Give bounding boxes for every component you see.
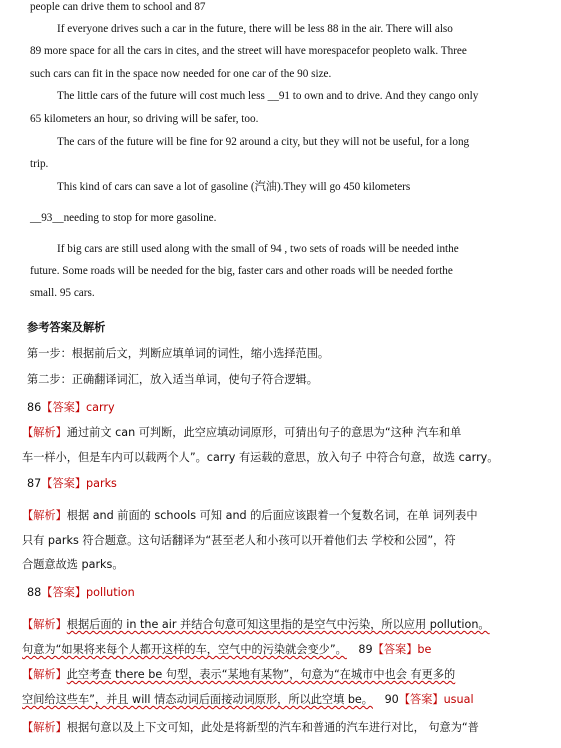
analysis-87-cont: 只有 parks 符合题意。这句话翻译为“甚至老人和小孩可以开着他们去 学校和公园”，符 [22, 534, 456, 547]
passage-line: The cars of the future will be fine for 92 around a city, but they will not be useful, for a long [57, 136, 470, 148]
passage-line: __93__needing to stop for more gasoline. [30, 212, 217, 224]
step-one: 第一步：根据前后文，判断应填单词的词性，缩小选择范围。 [27, 347, 330, 360]
analysis-87: 【解析】根据 and 前面的 schools 可知 and 的后面应该跟着一个复数名词，在单 词列表中 [22, 509, 478, 522]
answer-88: 88【答案】pollution [27, 586, 135, 599]
passage-line: people can drive them to school and 87 [30, 1, 206, 13]
analysis-88: 【解析】根据后面的 in the air 并结合句意可知这里指的是空气中污染，所以应用 pollution。 [22, 618, 490, 631]
passage-line: 89 more space for all the cars in cites, and the street will have morespacefor peopleto walk. Three [30, 45, 467, 57]
passage-line: If big cars are still used along with the small of 94 , two sets of roads will be needed inthe [57, 243, 459, 255]
passage-line: 65 kilometers an hour, so driving will be safer, too. [30, 113, 259, 125]
passage-line: The little cars of the future will cost much less __91 to own and to drive. And they cango only [57, 90, 479, 102]
analysis-90: 【解析】根据句意以及上下文可知，此处是将新型的汽车和普通的汽车进行对比， 句意为“普 [22, 721, 479, 734]
analysis-89: 【解析】此空考查 there be 句型，表示“某地有某物”，句意为“在城市中也会 有更多的 [22, 668, 456, 681]
analysis-87-end: 合题意故选 parks。 [22, 558, 124, 571]
passage-line: This kind of cars can save a lot of gasoline (汽油).They will go 450 kilometers [57, 181, 411, 193]
analysis-86: 【解析】通过前文 can 可判断，此空应填动词原形，可猜出句子的意思为“这种 汽车和单 [22, 426, 462, 439]
answer-86: 86【答案】carry [27, 401, 115, 414]
answers-heading: 参考答案及解析 [27, 321, 106, 334]
passage-line: If everyone drives such a car in the future, there will be less 88 in the air. There will also [57, 23, 453, 35]
analysis-86-cont: 车一样小，但是车内可以载两个人”。carry 有运载的意思，放入句子 中符合句意，故选 carry。 [22, 451, 499, 464]
answer-87: 87【答案】parks [27, 477, 117, 490]
analysis-88-cont: 句意为“如果将来每个人都开这样的车，空气中的污染就会变少”。 89【答案】be [22, 643, 432, 656]
passage-line: trip. [30, 158, 49, 170]
passage-line: small. 95 cars. [30, 287, 95, 299]
passage-line: future. Some roads will be needed for the big, faster cars and other roads will be needed forthe [30, 265, 453, 277]
passage-line: such cars can fit in the space now needed for one car of the 90 size. [30, 68, 332, 80]
analysis-89-cont: 空间给这些车”，并且 will 情态动词后面接动词原形，所以此空填 be。 90【答案】usual [22, 693, 474, 706]
step-two: 第二步：正确翻译词汇，放入适当单词，使句子符合逻辑。 [27, 373, 318, 386]
